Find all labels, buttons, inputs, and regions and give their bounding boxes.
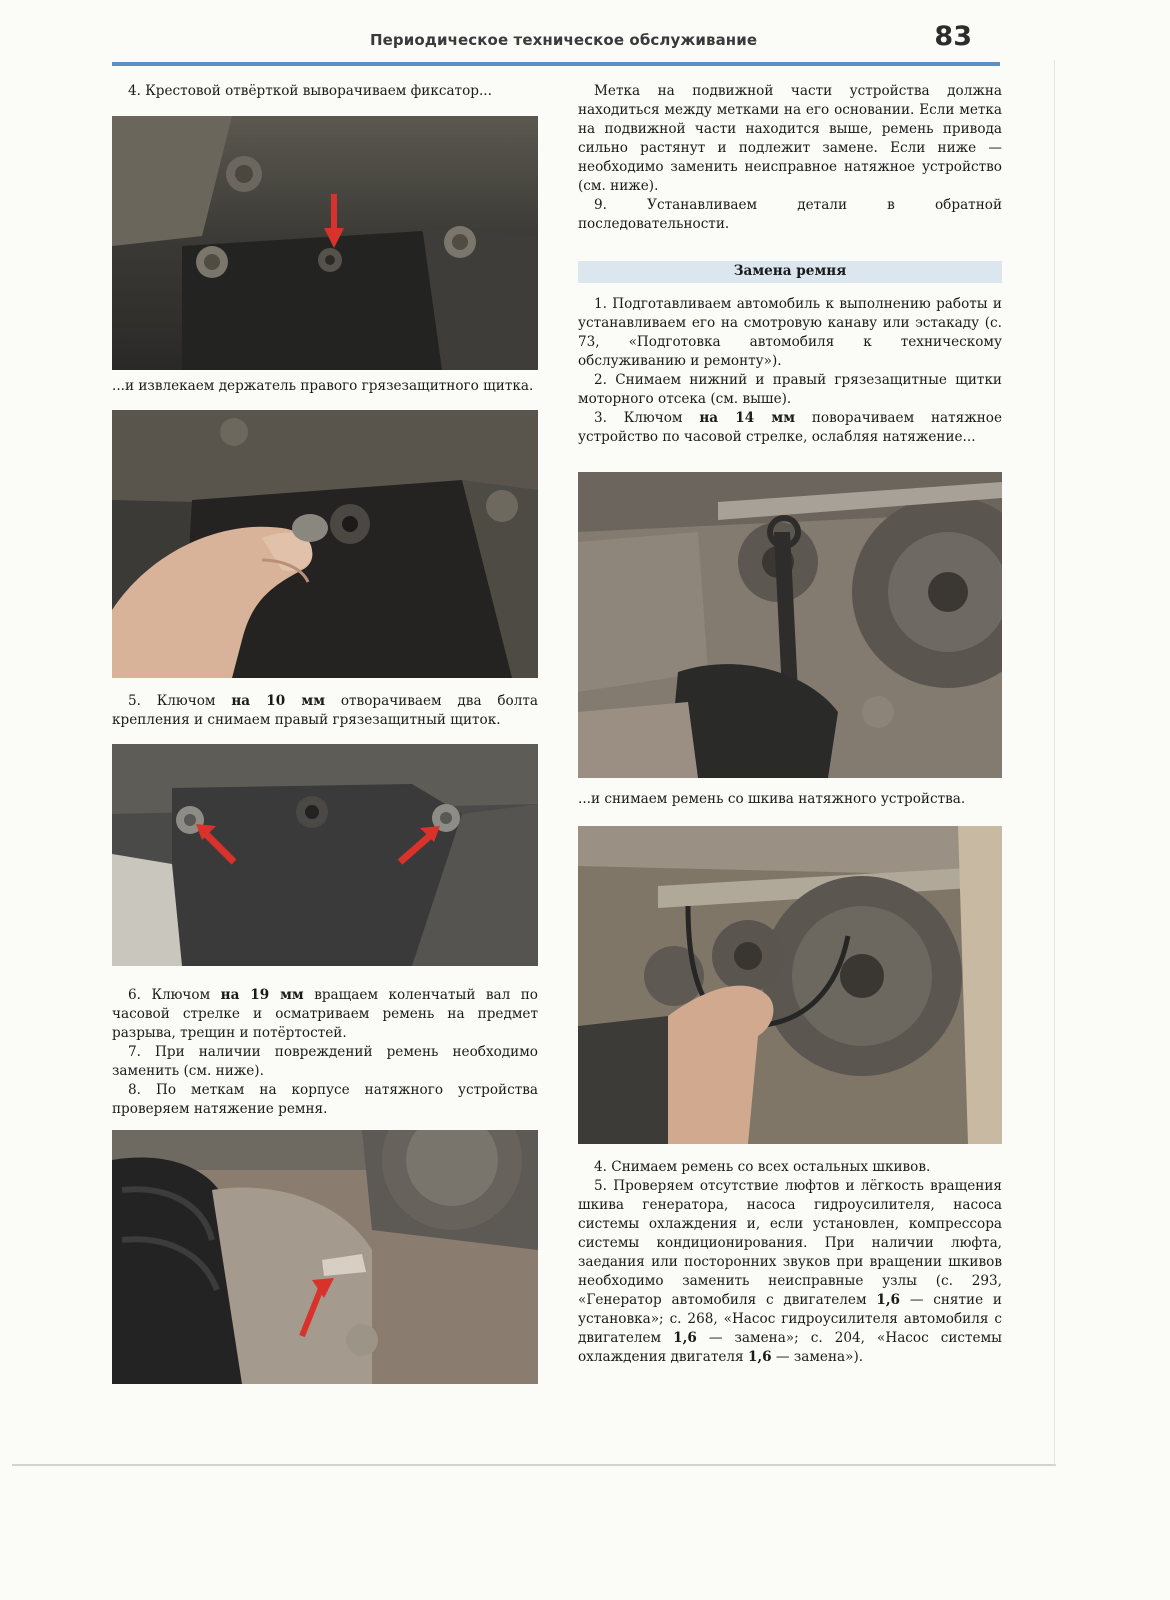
replace-step-4: 4. Снимаем ремень со всех остальных шкивов. xyxy=(594,1159,931,1175)
photo-screwdriver-retainer xyxy=(112,116,538,370)
section-heading-bar xyxy=(578,261,1002,283)
step-5-text: 5. Ключом на 10 мм отворачиваем два болта крепления и снимаем правый грязезащитный щиток. xyxy=(112,693,538,728)
replace-step-3: 3. Ключом на 14 мм поворачиваем натяжное устройство по часовой стрелке, ослабляя натяжение... xyxy=(578,410,1002,445)
step-6-text: 6. Ключом на 19 мм вращаем коленчатый вал по часовой стрелке и осматриваем ремень на предмет разрыва, трещин и потёртостей. xyxy=(112,987,538,1041)
step-9-text: 9. Устанавливаем детали в обратной последовательности. xyxy=(578,197,1002,232)
caption-belt: ...и снимаем ремень со шкива натяжного устройства. xyxy=(578,791,966,807)
running-title: Периодическое техническое обслуживание xyxy=(370,31,758,49)
page-header xyxy=(112,20,1000,68)
photo-holder-removal xyxy=(112,410,538,678)
page-number: 83 xyxy=(934,21,972,52)
step-4-text: 4. Крестовой отвёрткой выворачиваем фиксатор... xyxy=(128,83,492,99)
page-edge-right xyxy=(1054,60,1055,1465)
section-title: Замена ремня xyxy=(733,263,847,279)
right-steps-1-3 xyxy=(578,295,1002,447)
right-intro xyxy=(578,82,1002,234)
right-steps-4-5 xyxy=(578,1158,1002,1367)
page-edge-bottom xyxy=(12,1464,1056,1466)
step-7-text: 7. При наличии повреждений ремень необходимо заменить (см. ниже). xyxy=(112,1044,538,1079)
photo-shield-bolts xyxy=(112,744,538,966)
left-steps-6-8 xyxy=(112,986,538,1119)
replace-step-1: 1. Подготавливаем автомобиль к выполнению работы и устанавливаем его на смотровую канаву или эстакаду (с. 73, «Подготовка автомобиля к техническому обслуживанию и ремонту»). xyxy=(578,296,1002,369)
photo-tensioner-marks xyxy=(112,1130,538,1384)
photo-belt-removal xyxy=(578,826,1002,1144)
mark-paragraph: Метка на подвижной части устройства должна находиться между метками на его основании. Если метка на подвижной части находится выше, ремень привода сильно растянут и подлежит замене. Если ниже — необходимо заменить неисправное натяжное устройство (см. ниже). xyxy=(578,83,1002,194)
replace-step-5: 5. Проверяем отсутствие люфтов и лёгкость вращения шкива генератора, насоса гидроусилителя, насоса системы охлаждения и, если установлен, компрессора системы кондиционирования. При наличии люфта, заедания или посторонних звуков при вращении шкивов необходимо заменить неисправные узлы (с. 293, «Генератор автомобиля с двигателем 1,6 — снятие и установка»; с. 268, «Насос гидроусилителя автомобиля с двигателем 1,6 — замена»; с. 204, «Насос системы охлаждения двигателя 1,6 — замена»). xyxy=(578,1178,1002,1365)
step-8-text: 8. По меткам на корпусе натяжного устройства проверяем натяжение ремня. xyxy=(112,1082,538,1117)
photo-wrench-tensioner xyxy=(578,472,1002,778)
header-rule xyxy=(112,62,1000,66)
caption-holder: ...и извлекаем держатель правого грязезащитного щитка. xyxy=(112,378,534,394)
replace-step-2: 2. Снимаем нижний и правый грязезащитные щитки моторного отсека (см. выше). xyxy=(578,372,1002,407)
